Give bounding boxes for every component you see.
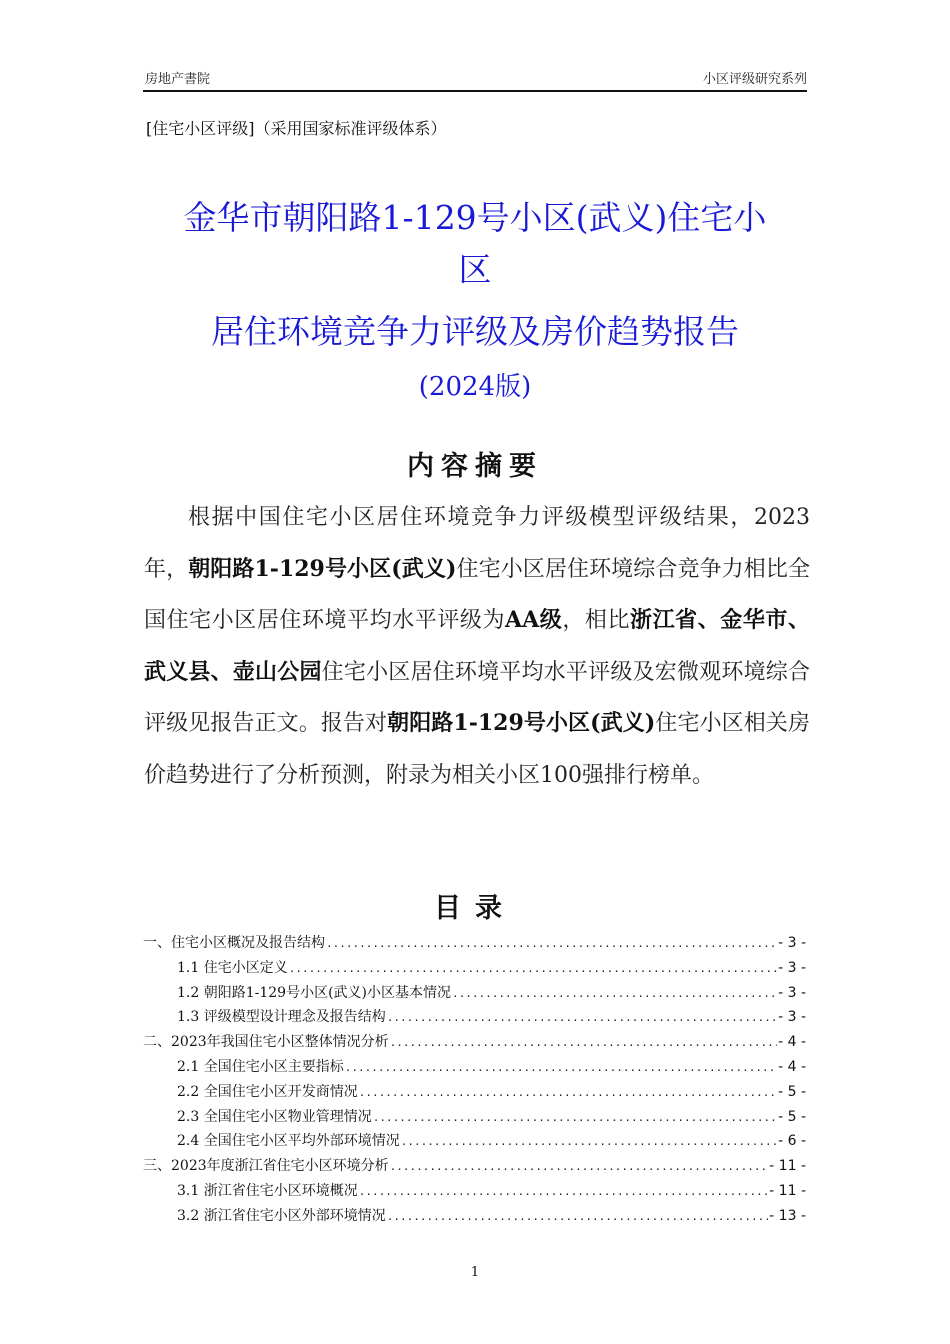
abstract-highlight: AA级 (505, 607, 563, 633)
abstract-heading: 内容摘要 (407, 451, 543, 482)
toc-entry-page: - 4 - (778, 1034, 806, 1051)
report-title-line-2: 区 (458, 250, 492, 289)
toc-leader-dots (326, 937, 777, 950)
header-publisher: 房地产書院 (145, 72, 211, 87)
abstract-highlight: 朝阳路1-129号小区(武义) (387, 710, 656, 736)
toc-entry-page: - 3 - (778, 984, 806, 1001)
toc-entry-label: 1.3 评级模型设计理念及报告结构 (177, 1009, 386, 1026)
toc-leader-dots (390, 1036, 777, 1049)
toc-entry-label: 3.1 浙江省住宅小区环境概况 (177, 1182, 358, 1199)
toc-entry[interactable] (143, 1155, 806, 1180)
toc-entry[interactable] (143, 957, 806, 982)
rating-tagline: [住宅小区评级]（采用国家标准评级体系） (146, 119, 447, 138)
toc-entry-label: 一、住宅小区概况及报告结构 (143, 935, 325, 951)
toc-leader-dots (289, 962, 777, 975)
toc-leader-dots (345, 1061, 777, 1074)
abstract-highlight: 浙江省、金华市、武义县、壶山公园 (144, 607, 810, 685)
toc-entry-page: - 3 - (778, 959, 806, 976)
abstract-text: 根据中国住宅小区居住环境竞争力评级模型评级结果，2023年， (144, 505, 810, 582)
report-title-line-3: 居住环境竞争力评级及房价趋势报告 (211, 312, 739, 351)
toc-entry[interactable] (143, 1056, 806, 1081)
toc-entry[interactable] (143, 1106, 806, 1131)
table-of-contents (143, 932, 806, 1230)
toc-entry-page: - 5 - (778, 1108, 806, 1125)
toc-entry-label: 二、2023年我国住宅小区整体情况分析 (143, 1034, 389, 1051)
page-header (143, 68, 807, 92)
toc-entry[interactable] (143, 1130, 806, 1155)
toc-leader-dots (373, 1111, 777, 1124)
toc-entry-page: - 11 - (769, 1158, 806, 1175)
abstract-text: ，相比 (562, 608, 631, 633)
toc-entry-label: 三、2023年度浙江省住宅小区环境分析 (143, 1158, 389, 1175)
toc-entry[interactable] (143, 1081, 806, 1106)
toc-leader-dots (401, 1135, 777, 1148)
toc-entry-label: 1.2 朝阳路1-129号小区(武义)小区基本情况 (177, 984, 451, 1001)
toc-entry-page: - 5 - (778, 1083, 806, 1100)
abstract-paragraph (144, 492, 810, 801)
toc-entry[interactable] (143, 1031, 806, 1056)
toc-entry-label: 2.4 全国住宅小区平均外部环境情况 (177, 1133, 400, 1150)
toc-heading: 目录 (434, 893, 516, 924)
toc-entry[interactable] (143, 932, 806, 957)
toc-leader-dots (452, 987, 777, 1000)
toc-leader-dots (387, 1011, 777, 1024)
toc-entry-label: 2.1 全国住宅小区主要指标 (177, 1058, 344, 1075)
toc-entry-page: - 13 - (769, 1207, 806, 1224)
toc-leader-dots (390, 1160, 769, 1173)
toc-entry-label: 1.1 住宅小区定义 (177, 959, 288, 976)
toc-entry-page: - 4 - (778, 1058, 806, 1075)
abstract-text: 住宅小区居住环境综合竞争力相比全国住宅小区居住环境平均水平评级为 (144, 556, 810, 633)
toc-entry-page: - 6 - (778, 1133, 806, 1150)
toc-entry-page: - 3 - (778, 1009, 806, 1026)
toc-entry[interactable] (143, 1006, 806, 1031)
toc-leader-dots (359, 1086, 777, 1099)
report-title-line-1: 金华市朝阳路1-129号小区(武义)住宅小 (183, 198, 767, 237)
abstract-text: 住宅小区相关房价趋势进行了分析预测，附录为相关小区100强排行榜单。 (144, 711, 810, 788)
toc-entry-page: - 3 - (778, 935, 806, 951)
page-number: 1 (470, 1265, 480, 1280)
header-series: 小区评级研究系列 (702, 72, 807, 87)
abstract-highlight: 朝阳路1-129号小区(武义) (188, 555, 457, 582)
toc-entry-label: 2.2 全国住宅小区开发商情况 (177, 1083, 358, 1100)
toc-entry[interactable] (143, 982, 806, 1007)
toc-entry-label: 2.3 全国住宅小区物业管理情况 (177, 1108, 372, 1125)
toc-entry-label: 3.2 浙江省住宅小区外部环境情况 (177, 1207, 386, 1224)
toc-leader-dots (387, 1210, 768, 1223)
toc-entry[interactable] (143, 1205, 806, 1230)
abstract-body (144, 492, 810, 801)
toc-leader-dots (359, 1185, 768, 1198)
report-edition: (2024版) (418, 372, 532, 402)
abstract-text: 住宅小区居住环境平均水平评级及宏微观环境综合评级见报告正文。报告对 (144, 659, 810, 736)
toc-entry-page: - 11 - (769, 1182, 806, 1199)
toc-entry[interactable] (143, 1180, 806, 1205)
